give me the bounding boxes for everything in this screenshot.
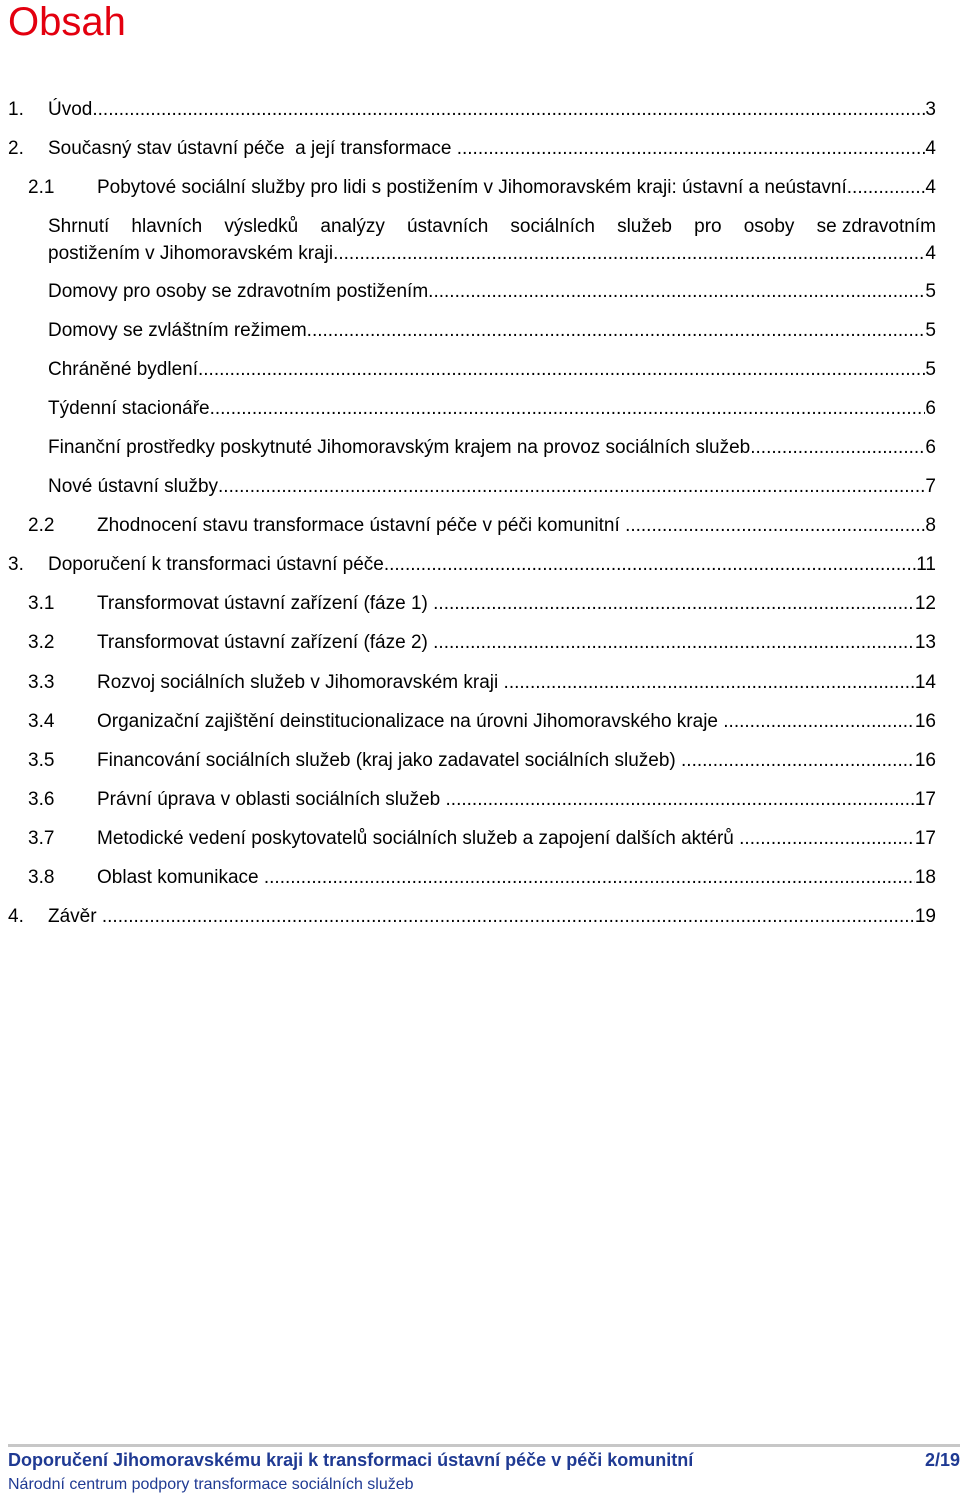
toc-leader (739, 826, 915, 852)
toc-entry[interactable] (8, 748, 936, 774)
toc-number: 3. (8, 554, 24, 575)
toc-leader (750, 435, 925, 461)
toc-page: 11 (916, 554, 936, 575)
toc-leader (681, 748, 915, 774)
toc-label: Transformovat ústavní zařízení (fáze 1) (97, 593, 434, 614)
toc-label: Právní úprava v oblasti sociálních služeb (97, 789, 446, 810)
toc-label: Oblast komunikace (97, 867, 264, 888)
toc-leader (102, 904, 915, 930)
toc-leader (433, 630, 915, 656)
toc-entry[interactable] (8, 787, 936, 813)
toc-entry[interactable] (8, 591, 936, 617)
toc-leader (264, 865, 915, 891)
toc-page: 5 (925, 320, 936, 341)
toc-label-line-1 (48, 213, 936, 240)
toc-number: 2.1 (28, 177, 55, 198)
toc-page: 14 (914, 672, 936, 693)
toc-entry[interactable] (8, 865, 936, 891)
toc-label: Domovy se zvláštním režimem (48, 320, 307, 341)
toc-number: 1. (8, 99, 24, 120)
toc-page: 6 (925, 437, 936, 458)
toc-number: 4. (8, 906, 24, 927)
toc-page: 6 (925, 398, 936, 419)
toc-word: výsledků (224, 216, 299, 237)
toc-word: Shrnutí (48, 216, 110, 237)
toc-label: Rozvoj sociálních služeb v Jihomoravském kraji (97, 672, 504, 693)
toc-number: 3.8 (28, 867, 55, 888)
toc-word: sociálních (510, 216, 595, 237)
toc-leader (210, 396, 926, 422)
toc-page: 8 (925, 515, 936, 536)
toc-label: Chráněné bydlení (48, 359, 198, 380)
toc-leader (446, 787, 915, 813)
toc-number: 3.5 (28, 750, 55, 771)
toc-page: 17 (914, 789, 936, 810)
page-title: Obsah (8, 0, 126, 44)
toc-page: 18 (914, 867, 936, 888)
toc-number: 2.2 (28, 515, 55, 536)
toc-label: Metodické vedení poskytovatelů sociálních služeb a zapojení dalších aktérů (97, 828, 740, 849)
toc-leader (198, 357, 925, 383)
toc-label: Závěr (48, 906, 102, 927)
toc-entry[interactable] (8, 513, 936, 539)
toc-leader (307, 318, 926, 344)
toc-number: 3.6 (28, 789, 55, 810)
toc-label: Pobytové sociální služby pro lidi s postižením v Jihomoravském kraji: ústavní a neústavní (97, 177, 847, 198)
toc-entry[interactable] (8, 279, 936, 305)
toc-page: 16 (914, 711, 936, 732)
toc-leader (723, 709, 915, 735)
toc-entry[interactable] (8, 552, 936, 578)
toc-label: Současný stav ústavní péče a její transformace (48, 138, 457, 159)
footer-page-number: 2/19 (924, 1450, 960, 1470)
toc-word: služeb (617, 216, 672, 237)
toc-number: 3.2 (28, 632, 55, 653)
footer-document-title: Doporučení Jihomoravskému kraji k transformaci ústavní péče v péči komunitní (8, 1450, 694, 1470)
footer-organization: Národní centrum podpory transformace sociálních služeb (8, 1476, 414, 1493)
toc-label: Týdenní stacionáře (48, 398, 210, 419)
toc-label: Úvod (48, 99, 93, 120)
toc-leader (92, 97, 925, 123)
toc-entry[interactable] (8, 396, 936, 422)
toc-label: Finanční prostředky poskytnuté Jihomoravským krajem na provoz sociálních služeb (48, 437, 751, 458)
toc-entry[interactable] (8, 826, 936, 852)
toc-number: 3.4 (28, 711, 55, 732)
toc-label: Organizační zajištění deinstitucionalizace na úrovni Jihomoravského kraje (97, 711, 724, 732)
footer-divider (8, 1444, 960, 1447)
toc-entry[interactable] (8, 175, 936, 201)
toc-leader (433, 591, 915, 617)
toc-entry[interactable] (8, 630, 936, 656)
toc-page: 13 (914, 632, 936, 653)
toc-word: osoby (743, 216, 795, 237)
toc-page: 19 (914, 906, 936, 927)
toc-label: Financování sociálních služeb (kraj jako zadavatel sociálních služeb) (97, 750, 682, 771)
toc-page: 7 (925, 476, 936, 497)
toc-label: postižením v Jihomoravském kraji (48, 243, 334, 264)
toc-number: 3.1 (28, 593, 55, 614)
toc-page: 4 (925, 138, 936, 159)
toc-entry[interactable] (8, 904, 936, 930)
toc-entry[interactable] (8, 357, 936, 383)
toc-leader (384, 552, 916, 578)
toc-page: 16 (914, 750, 936, 771)
toc-word: hlavních (131, 216, 203, 237)
toc-page: 3 (925, 99, 936, 120)
toc-entry[interactable] (8, 435, 936, 461)
toc-page: 5 (925, 281, 936, 302)
toc-label-line-2 (48, 240, 936, 267)
toc-page: 17 (914, 828, 936, 849)
toc-page: 12 (914, 593, 936, 614)
toc-entry[interactable] (8, 136, 936, 162)
toc-number: 3.7 (28, 828, 55, 849)
toc-entry[interactable] (8, 670, 936, 696)
toc-leader (457, 136, 926, 162)
toc-number: 2. (8, 138, 24, 159)
toc-word: ústavních (406, 216, 489, 237)
toc-page: 4 (925, 243, 936, 264)
toc-leader (333, 240, 925, 267)
toc-leader (847, 175, 926, 201)
toc-page: 5 (925, 359, 936, 380)
toc-entry[interactable] (8, 97, 936, 123)
toc-number: 3.3 (28, 672, 55, 693)
toc-label: Domovy pro osoby se zdravotním postižením (48, 281, 429, 302)
toc-label: Transformovat ústavní zařízení (fáze 2) (97, 632, 434, 653)
toc-leader (625, 513, 925, 539)
toc-leader (218, 474, 925, 500)
toc-entry[interactable] (48, 213, 936, 267)
toc-page: 4 (925, 177, 936, 198)
toc-word: pro (694, 216, 722, 237)
toc-label: Doporučení k transformaci ústavní péče (48, 554, 384, 575)
toc-entry[interactable] (8, 318, 936, 344)
toc-label: Nové ústavní služby (48, 476, 219, 497)
toc-word: analýzy (320, 216, 385, 237)
toc-word: se zdravotním (816, 216, 936, 237)
toc-leader (428, 279, 925, 305)
toc-leader (504, 670, 915, 696)
toc-entry[interactable] (8, 474, 936, 500)
toc-label: Zhodnocení stavu transformace ústavní péče v péči komunitní (97, 515, 626, 536)
toc-entry[interactable] (8, 709, 936, 735)
